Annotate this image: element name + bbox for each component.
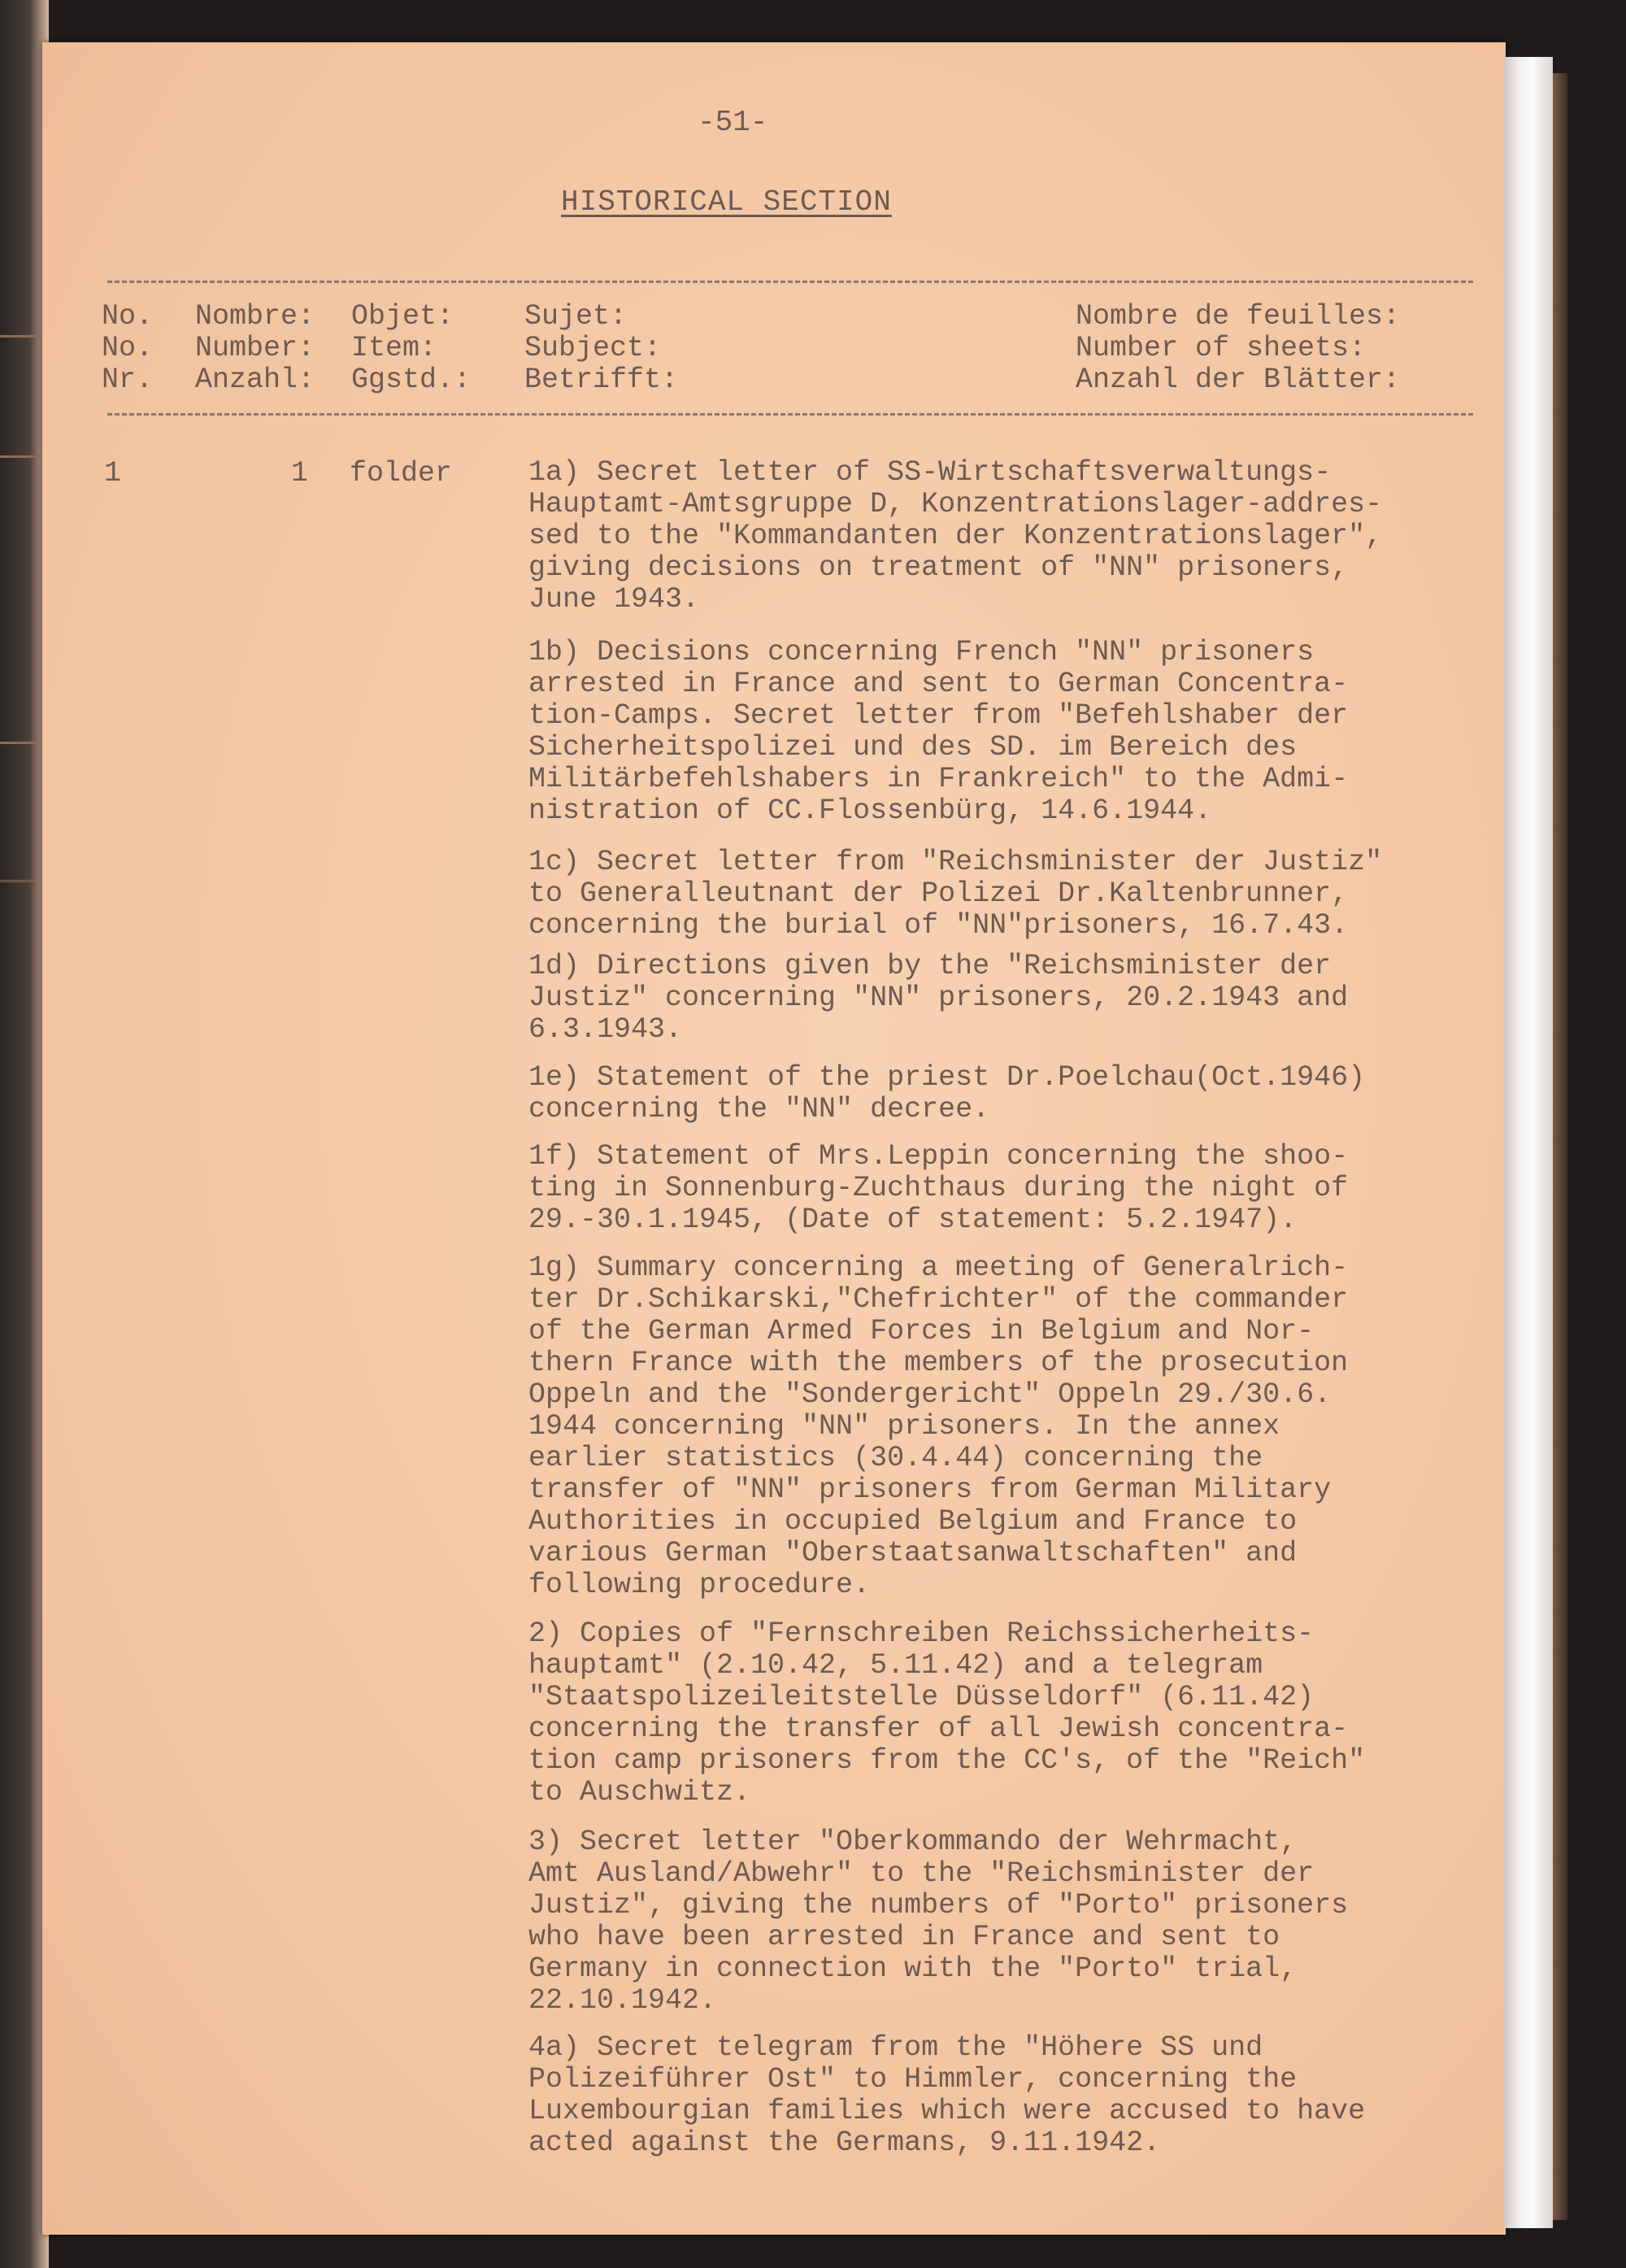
paragraph-1b: 1b) Decisions concerning French "NN" prisoners arrested in France and sent to German Concentra- tion-Camps. Secret letter from "Befehlshaber der Sicherheitspolizei und des SD. im Bereich des Militärbefehlshabers in Frankreich" to the Admi- nistration of CC.Flossenbürg, 14.6.1944. xyxy=(528,636,1349,827)
folder-edge xyxy=(1553,73,1567,2220)
paragraph-1a: 1a) Secret letter of SS-Wirtschaftsverwaltungs- Hauptamt-Amtsgruppe D, Konzentrationslager-addres- sed to the "Kommandanten der Konzentrationslager", giving decisions on treatment of "NN" prisoners, June 1943. xyxy=(528,456,1383,616)
binding-mark xyxy=(0,455,39,458)
header-sujet-col: Sujet: Subject: Betrifft: xyxy=(524,300,679,396)
paragraph-1f: 1f) Statement of Mrs.Leppin concerning the shoo- ting in Sonnenburg-Zuchthaus during the night of 29.-30.1.1945, (Date of statement: 5.2.1947). xyxy=(528,1140,1349,1236)
paragraph-2: 2) Copies of "Fernschreiben Reichssicherheits- hauptamt" (2.10.42, 5.11.42) and a telegram "Staatspolizeileitstelle Düsseldorf" (6.11.42) concerning the transfer of all Jewish concentra- tion camp prisoners from the CC's, of the "Reich" to Auschwitz. xyxy=(528,1617,1366,1809)
header-top-rule xyxy=(107,281,1473,283)
binding-strip xyxy=(0,0,49,2268)
paragraph-3: 3) Secret letter "Oberkommando der Wehrmacht, Amt Ausland/Abwehr" to the "Reichsminister der Justiz", giving the numbers of "Porto" prisoners who have been arrested in France and sent to Germany in connection with the "Porto" trial, 22.10.1942. xyxy=(528,1826,1349,2017)
paragraph-1d: 1d) Directions given by the "Reichsminister der Justiz" concerning "NN" prisoners, 20.2.1943 and 6.3.1943. xyxy=(528,950,1349,1046)
header-feuilles-col: Nombre de feuilles: Number of sheets: Anzahl der Blätter: xyxy=(1076,300,1401,396)
section-title: HISTORICAL SECTION xyxy=(561,185,892,219)
header-bottom-rule xyxy=(107,413,1473,416)
entry-no: 1 xyxy=(104,457,122,490)
binding-mark xyxy=(0,742,39,744)
entry-number: 1 xyxy=(291,457,309,490)
header-no-col: No. No. Nr. xyxy=(102,300,154,396)
paragraph-4a: 4a) Secret telegram from the "Höhere SS und Polizeiführer Ost" to Himmler, concerning the Luxembourgian families which were accused to have acted against the Germans, 9.11.1942. xyxy=(528,2031,1366,2159)
paragraph-1g: 1g) Summary concerning a meeting of Generalrich- ter Dr.Schikarski,"Chefrichter" of the commander of the German Armed Forces in Belgium and Nor- thern France with the members of the prosecution Oppeln and the "Sondergericht" Oppeln 29./30.6. 1944 concerning "NN" prisoners. In the annex earlier statistics (30.4.44) concerning the transfer of "NN" prisoners from German Military Authorities in occupied Belgium and France to various German "Oberstaatsanwaltschaften" and following procedure. xyxy=(528,1252,1349,1601)
binding-mark xyxy=(0,880,39,887)
paragraph-1e: 1e) Statement of the priest Dr.Poelchau(Oct.1946) concerning the "NN" decree. xyxy=(528,1061,1366,1125)
header-objet-col: Objet: Item: Ggstd.: xyxy=(351,300,472,396)
binding-mark xyxy=(0,335,39,337)
entry-item: folder xyxy=(350,457,453,490)
paragraph-1c: 1c) Secret letter from "Reichsminister der Justiz" to Generalleutnant der Polizei Dr.Kaltenbrunner, concerning the burial of "NN"prisoners, 16.7.43. xyxy=(528,846,1383,942)
header-nombre-col: Nombre: Number: Anzahl: xyxy=(195,300,315,396)
page-number: -51- xyxy=(698,106,768,139)
page-stack-edge xyxy=(1504,57,1553,2228)
